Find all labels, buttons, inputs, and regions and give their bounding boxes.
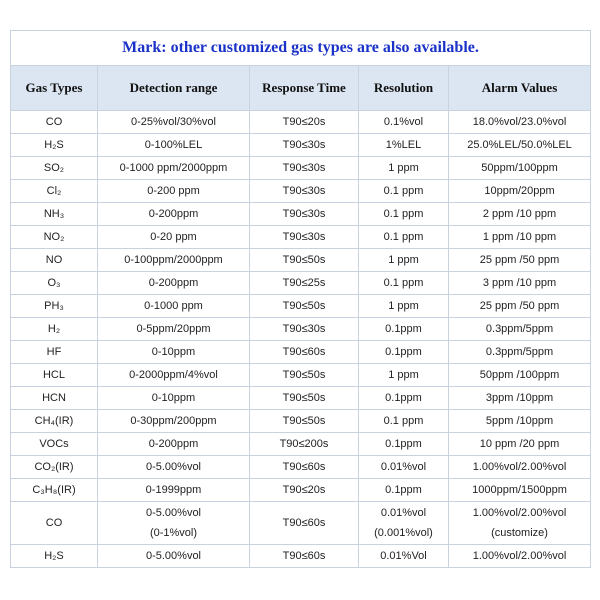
response-time-cell: [250, 272, 359, 295]
table-row: [11, 456, 591, 479]
resolution-cell: [359, 203, 449, 226]
table-body: [11, 111, 591, 568]
response-time-cell: [250, 295, 359, 318]
resolution-cell-text: 1 ppm: [388, 300, 419, 312]
resolution-cell: [359, 226, 449, 249]
detection-range-cell: [98, 341, 250, 364]
detection-range-cell-text: 0-30ppm/200ppm: [130, 415, 217, 427]
detection-range-cell: [98, 111, 250, 134]
gas-type-cell: [11, 364, 98, 387]
detection-range-cell-text: 0-5.00%vol: [145, 550, 202, 562]
table-row: [11, 479, 591, 502]
response-time-cell-text: T90≤30s: [282, 162, 326, 174]
response-time-cell: [250, 479, 359, 502]
table-row: [11, 295, 591, 318]
alarm-values-cell-text: 5ppm /10ppm: [485, 415, 554, 427]
detection-range-cell-text: 0-200ppm: [148, 208, 199, 220]
resolution-cell-text: 1 ppm: [388, 254, 419, 266]
gas-type-cell-text: H₂: [47, 323, 61, 335]
gas-type-cell: [11, 318, 98, 341]
gas-type-cell: [11, 456, 98, 479]
detection-range-cell-text: 0-25%vol/30%vol: [131, 116, 216, 128]
table-row: [11, 545, 591, 568]
alarm-values-cell: [449, 456, 591, 479]
response-time-cell-text: T90≤60s: [282, 550, 326, 562]
response-time-cell-text: T90≤50s: [282, 392, 326, 404]
gas-type-cell-text: HCL: [42, 369, 65, 381]
gas-type-cell-text: NH₃: [43, 208, 65, 220]
gas-type-cell-text: O₃: [47, 277, 61, 289]
detection-range-cell: [98, 479, 250, 502]
response-time-cell-text: T90≤50s: [282, 300, 326, 312]
gas-type-cell: [11, 180, 98, 203]
detection-range-cell-text: 0-100ppm/2000ppm: [124, 254, 223, 266]
response-time-cell-text: T90≤20s: [282, 484, 326, 496]
resolution-cell: [359, 364, 449, 387]
response-time-cell-text: T90≤50s: [282, 254, 326, 266]
alarm-values-cell: [449, 295, 591, 318]
alarm-values-cell: [449, 341, 591, 364]
resolution-cell: [359, 410, 449, 433]
response-time-cell-text: T90≤30s: [282, 139, 326, 151]
alarm-values-cell-text: 25 ppm /50 ppm: [479, 254, 560, 266]
gas-type-cell: [11, 479, 98, 502]
gas-type-cell: [11, 203, 98, 226]
detection-range-cell: [98, 180, 250, 203]
alarm-values-cell-text: 1.00%vol/2.00%vol: [472, 507, 567, 519]
resolution-cell: [359, 157, 449, 180]
alarm-values-cell: [449, 272, 591, 295]
response-time-cell: [250, 502, 359, 545]
alarm-values-cell-text: 3ppm /10ppm: [485, 392, 554, 404]
resolution-cell-text: 0.1ppm: [385, 323, 422, 335]
alarm-values-cell: [449, 157, 591, 180]
detection-range-cell: [98, 433, 250, 456]
response-time-cell: [250, 433, 359, 456]
resolution-cell: [359, 341, 449, 364]
alarm-values-cell-text: 1 ppm /10 ppm: [482, 231, 557, 243]
gas-spec-table-container: [10, 30, 590, 568]
gas-type-cell-text: NO: [45, 254, 63, 266]
gas-type-cell: [11, 295, 98, 318]
response-time-cell: [250, 341, 359, 364]
detection-range-cell: [98, 387, 250, 410]
resolution-cell-text: 0.1 ppm: [383, 231, 424, 243]
response-time-cell: [250, 545, 359, 568]
table-row: [11, 180, 591, 203]
gas-type-cell-text: NO₂: [43, 231, 65, 243]
detection-range-cell-text: 0-5.00%vol: [145, 507, 202, 519]
alarm-values-cell: [449, 479, 591, 502]
table-row: [11, 387, 591, 410]
detection-range-cell-text: 0-5ppm/20ppm: [136, 323, 211, 335]
header-resolution: Resolution: [359, 66, 449, 111]
resolution-cell-text: 0.01%Vol: [380, 550, 427, 562]
alarm-values-cell: [449, 433, 591, 456]
alarm-values-cell: [449, 203, 591, 226]
detection-range-cell-text: 0-20 ppm: [150, 231, 197, 243]
alarm-values-cell-text: 3 ppm /10 ppm: [482, 277, 557, 289]
alarm-values-cell-text: 10 ppm /20 ppm: [479, 438, 560, 450]
gas-type-cell-text: CH₄(IR): [34, 415, 74, 427]
detection-range-cell: [98, 157, 250, 180]
detection-range-cell-subtext: (0-1%vol): [149, 527, 198, 539]
resolution-cell-text: 0.1 ppm: [383, 208, 424, 220]
detection-range-cell-text: 0-10ppm: [151, 346, 196, 358]
resolution-cell-text: 0.1 ppm: [383, 185, 424, 197]
alarm-values-cell-text: 1000ppm/1500ppm: [472, 484, 567, 496]
alarm-values-cell: [449, 545, 591, 568]
alarm-values-cell-text: 2 ppm /10 ppm: [482, 208, 557, 220]
resolution-cell: [359, 502, 449, 545]
detection-range-cell-text: 0-200ppm: [148, 438, 199, 450]
resolution-cell: [359, 134, 449, 157]
header-row: [11, 66, 591, 111]
detection-range-cell-text: 0-1000 ppm: [144, 300, 203, 312]
gas-type-cell: [11, 111, 98, 134]
response-time-cell-text: T90≤30s: [282, 185, 326, 197]
alarm-values-cell: [449, 364, 591, 387]
detection-range-cell-text: 0-1999ppm: [145, 484, 202, 496]
alarm-values-cell: [449, 410, 591, 433]
detection-range-cell-text: 0-100%LEL: [144, 139, 203, 151]
detection-range-cell-text: 0-10ppm: [151, 392, 196, 404]
response-time-cell-text: T90≤25s: [282, 277, 326, 289]
table-row: [11, 433, 591, 456]
gas-type-cell: [11, 433, 98, 456]
detection-range-cell: [98, 318, 250, 341]
table-row: [11, 249, 591, 272]
gas-type-cell: [11, 502, 98, 545]
gas-type-cell-text: PH₃: [44, 300, 64, 312]
resolution-cell-text: 0.1 ppm: [383, 415, 424, 427]
detection-range-cell-text: 0-2000ppm/4%vol: [129, 369, 218, 381]
alarm-values-cell: [449, 134, 591, 157]
resolution-cell-text: 1 ppm: [388, 162, 419, 174]
detection-range-cell: [98, 272, 250, 295]
table-row: [11, 111, 591, 134]
gas-type-cell: [11, 341, 98, 364]
gas-type-cell-text: HF: [46, 346, 62, 358]
response-time-cell: [250, 318, 359, 341]
header-response-time: Response Time: [250, 66, 359, 111]
resolution-cell: [359, 272, 449, 295]
response-time-cell-text: T90≤60s: [282, 346, 326, 358]
response-time-cell: [250, 180, 359, 203]
detection-range-cell: [98, 364, 250, 387]
table-row: [11, 502, 591, 545]
detection-range-cell: [98, 134, 250, 157]
gas-type-cell: [11, 387, 98, 410]
gas-type-cell-text: C₃H₈(IR): [32, 484, 76, 496]
gas-type-cell-text: HCN: [42, 392, 66, 404]
resolution-cell-text: 1%LEL: [385, 139, 422, 151]
gas-type-cell-text: H₂S: [44, 550, 64, 562]
response-time-cell-text: T90≤200s: [279, 438, 329, 450]
header-gas-types: Gas Types: [11, 66, 98, 111]
response-time-cell: [250, 387, 359, 410]
detection-range-cell: [98, 502, 250, 545]
resolution-cell-text: 0.1%vol: [383, 116, 424, 128]
response-time-cell: [250, 456, 359, 479]
resolution-cell: [359, 318, 449, 341]
alarm-values-cell-text: 50ppm /100ppm: [479, 369, 560, 381]
alarm-values-cell-text: 0.3ppm/5ppm: [485, 346, 554, 358]
gas-type-cell-text: VOCs: [39, 438, 69, 450]
gas-type-cell: [11, 545, 98, 568]
alarm-values-cell-text: 1.00%vol/2.00%vol: [472, 550, 567, 562]
alarm-values-cell: [449, 111, 591, 134]
detection-range-cell: [98, 226, 250, 249]
response-time-cell: [250, 226, 359, 249]
gas-type-cell: [11, 134, 98, 157]
detection-range-cell-text: 0-5.00%vol: [145, 461, 202, 473]
alarm-values-cell-text: 18.0%vol/23.0%vol: [472, 116, 567, 128]
resolution-cell: [359, 295, 449, 318]
table-row: [11, 203, 591, 226]
table-row: [11, 364, 591, 387]
gas-type-cell: [11, 272, 98, 295]
resolution-cell: [359, 479, 449, 502]
gas-type-cell-text: CO: [45, 116, 63, 128]
gas-type-cell: [11, 226, 98, 249]
response-time-cell-text: T90≤30s: [282, 208, 326, 220]
table-row: [11, 272, 591, 295]
alarm-values-cell: [449, 249, 591, 272]
detection-range-cell: [98, 249, 250, 272]
resolution-cell-text: 0.1ppm: [385, 438, 422, 450]
response-time-cell: [250, 111, 359, 134]
table-row: [11, 157, 591, 180]
response-time-cell-text: T90≤50s: [282, 415, 326, 427]
detection-range-cell: [98, 410, 250, 433]
table-row: [11, 226, 591, 249]
resolution-cell-text: 0.1 ppm: [383, 277, 424, 289]
gas-type-cell-text: CO: [45, 517, 63, 529]
resolution-cell-text: 0.1ppm: [385, 392, 422, 404]
alarm-values-cell-text: 10ppm/20ppm: [484, 185, 555, 197]
resolution-cell-text: 0.01%vol: [380, 507, 427, 519]
response-time-cell-text: T90≤50s: [282, 369, 326, 381]
alarm-values-cell-text: 50ppm/100ppm: [481, 162, 558, 174]
table-row: [11, 410, 591, 433]
gas-type-cell-text: H₂S: [44, 139, 64, 151]
response-time-cell-text: T90≤30s: [282, 323, 326, 335]
detection-range-cell-text: 0-200 ppm: [147, 185, 200, 197]
alarm-values-cell-text: 1.00%vol/2.00%vol: [472, 461, 567, 473]
detection-range-cell: [98, 545, 250, 568]
alarm-values-cell: [449, 180, 591, 203]
response-time-cell-text: T90≤60s: [282, 461, 326, 473]
mark-row: [11, 31, 591, 66]
alarm-values-cell-subtext: (customize): [491, 527, 548, 539]
alarm-values-cell-text: 0.3ppm/5ppm: [485, 323, 554, 335]
alarm-values-cell-text: 25.0%LEL/50.0%LEL: [467, 139, 572, 151]
table-row: [11, 318, 591, 341]
gas-type-cell: [11, 410, 98, 433]
alarm-values-cell-text: 25 ppm /50 ppm: [479, 300, 560, 312]
table-row: [11, 134, 591, 157]
alarm-values-cell: [449, 502, 591, 545]
response-time-cell-text: T90≤30s: [282, 231, 326, 243]
response-time-cell-text: T90≤60s: [282, 517, 326, 529]
detection-range-cell: [98, 203, 250, 226]
gas-type-cell-text: SO₂: [43, 162, 65, 174]
gas-type-cell-text: Cl₂: [46, 185, 62, 197]
resolution-cell-subtext: (0.001%vol): [374, 527, 433, 539]
alarm-values-cell: [449, 387, 591, 410]
response-time-cell: [250, 157, 359, 180]
table-row: [11, 341, 591, 364]
response-time-cell: [250, 364, 359, 387]
resolution-cell-text: 1 ppm: [388, 369, 419, 381]
response-time-cell: [250, 410, 359, 433]
detection-range-cell-text: 0-1000 ppm/2000ppm: [119, 162, 228, 174]
header-detection-range: Detection range: [98, 66, 250, 111]
gas-type-cell: [11, 157, 98, 180]
resolution-cell-text: 0.1ppm: [385, 484, 422, 496]
detection-range-cell-text: 0-200ppm: [148, 277, 199, 289]
detection-range-cell: [98, 295, 250, 318]
header-alarm-values: Alarm Values: [449, 66, 591, 111]
response-time-cell: [250, 134, 359, 157]
alarm-values-cell: [449, 226, 591, 249]
detection-range-cell: [98, 456, 250, 479]
resolution-cell: [359, 249, 449, 272]
resolution-cell: [359, 180, 449, 203]
resolution-cell-text: 0.01%vol: [380, 461, 427, 473]
resolution-cell: [359, 456, 449, 479]
resolution-cell: [359, 387, 449, 410]
resolution-cell-text: 0.1ppm: [385, 346, 422, 358]
response-time-cell: [250, 249, 359, 272]
gas-spec-table: [10, 30, 591, 568]
gas-type-cell-text: CO₂(IR): [34, 461, 74, 473]
alarm-values-cell: [449, 318, 591, 341]
resolution-cell: [359, 545, 449, 568]
gas-type-cell: [11, 249, 98, 272]
resolution-cell: [359, 433, 449, 456]
mark-note: Mark: other customized gas types are also available.: [11, 31, 591, 66]
resolution-cell: [359, 111, 449, 134]
response-time-cell: [250, 203, 359, 226]
response-time-cell-text: T90≤20s: [282, 116, 326, 128]
